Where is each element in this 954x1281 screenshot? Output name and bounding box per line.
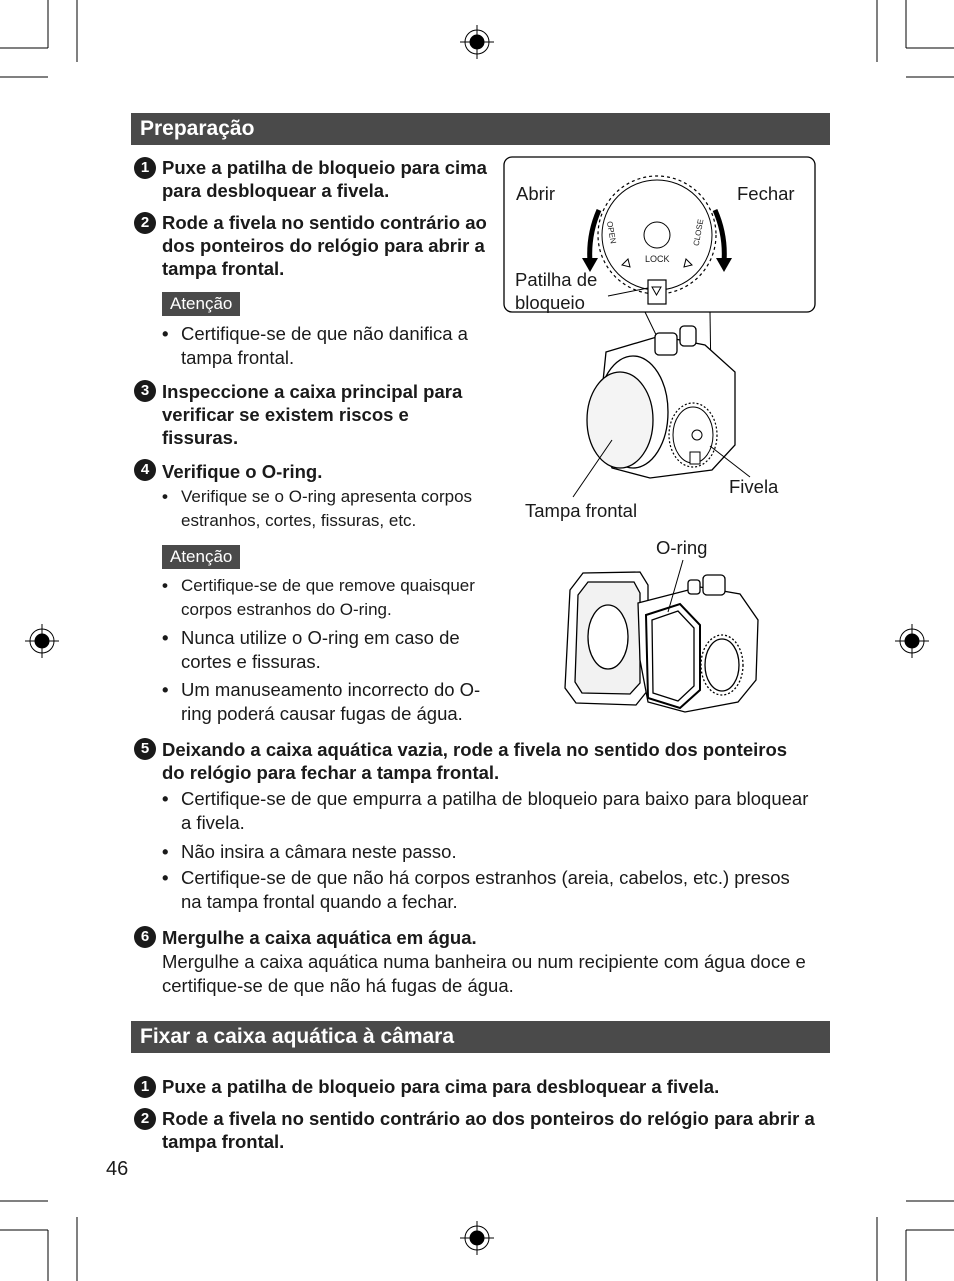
step-5-bullet-1: • Certifique-se de que empurra a patilha de bloqueio para baixo para bloquear a fivela. [162,787,812,835]
attention-2-bullet-1: • Certifique-se de que remove quaisquer corpos estranhos do O-ring. [162,574,497,622]
step-number-3: 3 [134,380,156,402]
attention-badge-1: Atenção [162,292,240,316]
step-5-bullet-3: • Certifique-se de que não há corpos estranhos (areia, cabelos, etc.) presos na tampa frontal quando a fechar. [162,866,812,914]
attention-badge-2: Atenção [162,545,240,569]
step-6-body: Mergulhe a caixa aquática numa banheira ou num recipiente com água doce e certifique-se de que não há fugas de água. [162,951,806,996]
attach-step-1-text: Puxe a patilha de bloqueio para cima para desbloquear a fivela. [162,1076,720,1097]
step-3-text: Inspeccione a caixa principal para verificar se existem riscos e fissuras. [162,381,463,448]
step-4-text: Verifique o O-ring. [162,461,323,482]
section-title-preparation: Preparação [131,113,830,145]
step-number-4: 4 [134,459,156,481]
attention-1-bullet-1: • Certifique-se de que não danifica a tampa frontal. [162,322,487,370]
attention-2-bullet-3: • Um manuseamento incorrecto do O-ring poderá causar fugas de água. [162,678,497,726]
attention-2-bullet-2: • Nunca utilize o O-ring em caso de cortes e fissuras. [162,626,492,674]
step-number-5: 5 [134,738,156,760]
attach-step-number-1: 1 [134,1076,156,1098]
step-2-text: Rode a fivela no sentido contrário ao dos ponteiros do relógio para abrir a tampa frontal. [162,212,487,279]
step-1-text: Puxe a patilha de bloqueio para cima para desbloquear a fivela. [162,157,487,201]
step-5-text: Deixando a caixa aquática vazia, rode a fivela no sentido dos ponteiros do relógio para fechar a tampa frontal. [162,739,788,783]
dial-close-text: CLOSE [691,218,706,247]
label-lock-tab: Patilha de bloqueio [515,269,598,313]
dial-open-text: OPEN [604,220,618,245]
step-6-text: Mergulhe a caixa aquática em água. [162,927,477,948]
step-number-1: 1 [134,157,156,179]
label-open: Abrir [516,183,556,204]
section-title-attach: Fixar a caixa aquática à câmara [131,1021,830,1053]
page-number: 46 [106,1158,129,1180]
step-4-bullet-1: • Verifique se o O-ring apresenta corpos estranhos, cortes, fissuras, etc. [162,485,497,533]
attach-step-2-text: Rode a fivela no sentido contrário ao dos ponteiros do relógio para abrir a tampa frontal. [162,1108,815,1152]
step-5-bullet-2: • Não insira a câmara neste passo. [162,840,812,864]
attach-step-number-2: 2 [134,1108,156,1130]
dial-lock-text: LOCK [645,254,670,264]
step-number-6: 6 [134,926,156,948]
label-oring: O-ring [656,537,708,558]
step-number-2: 2 [134,212,156,234]
label-close: Fechar [737,183,795,204]
label-buckle: Fivela [729,476,779,497]
label-front-cover: Tampa frontal [525,500,638,521]
